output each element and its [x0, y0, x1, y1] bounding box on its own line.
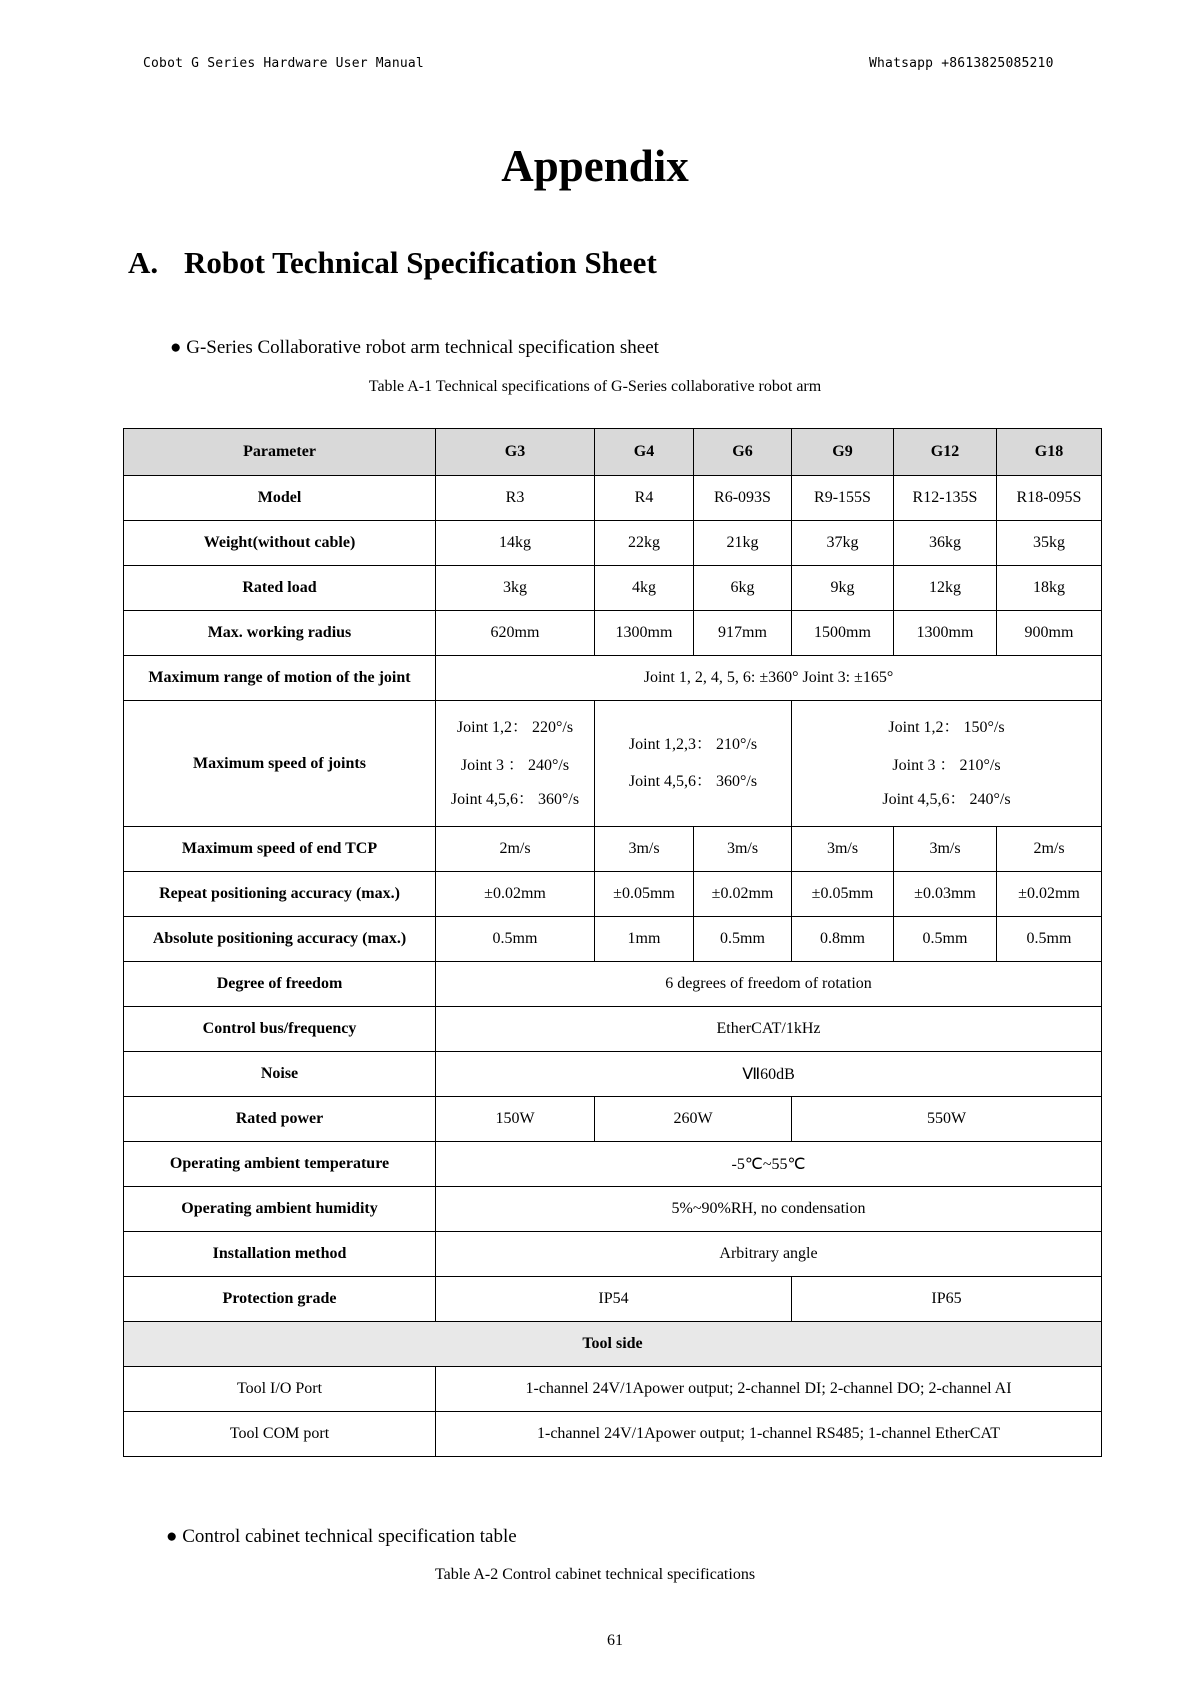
speed-lines [438, 720, 592, 808]
header-cell: Parameter [124, 429, 436, 476]
param-label: Weight(without cable) [124, 521, 436, 566]
value-cell: 0.5mm [997, 917, 1102, 962]
param-label: Rated load [124, 566, 436, 611]
value-cell: R12-135S [894, 476, 997, 521]
param-label: Model [124, 476, 436, 521]
value-cell: 1300mm [595, 611, 694, 656]
table-caption-a2: Table A-2 Control cabinet technical specifications [434, 1566, 756, 1583]
speed-line: Joint 1,2： 220°/s [456, 718, 574, 736]
value-cell: R18-095S [997, 476, 1102, 521]
value-cell: 36kg [894, 521, 997, 566]
param-label: Protection grade [124, 1277, 436, 1322]
table-row [124, 1412, 1102, 1457]
value-cell: 1-channel 24V/1Apower output; 2-channel DI; 2-channel DO; 2-channel AI [436, 1367, 1102, 1412]
value-cell: 3kg [436, 566, 595, 611]
speed-line: Joint 3 ： 240°/s [460, 756, 570, 774]
section-number: A. [128, 245, 159, 280]
speed-lines [794, 720, 1099, 808]
table-row [124, 1187, 1102, 1232]
value-cell: 5%~90%RH, no condensation [436, 1187, 1102, 1232]
header-cell: G9 [792, 429, 894, 476]
value-cell: ±0.02mm [436, 872, 595, 917]
param-label: Rated power [124, 1097, 436, 1142]
value-cell: ±0.02mm [997, 872, 1102, 917]
value-cell: 900mm [997, 611, 1102, 656]
param-label: Repeat positioning accuracy (max.) [124, 872, 436, 917]
table-row [124, 1277, 1102, 1322]
table-row [124, 1367, 1102, 1412]
speed-line: Joint 3 ： 210°/s [892, 756, 1001, 774]
value-cell: 21kg [694, 521, 792, 566]
page-number: 61 [607, 1632, 623, 1649]
value-cell: Arbitrary angle [436, 1232, 1102, 1277]
value-cell: 22kg [595, 521, 694, 566]
value-cell: 3m/s [694, 827, 792, 872]
header-right-text: Whatsapp +8613825085210 [869, 56, 1054, 71]
value-cell: 3m/s [792, 827, 894, 872]
value-cell: 3m/s [595, 827, 694, 872]
value-cell: R6-093S [694, 476, 792, 521]
header-cell: G12 [894, 429, 997, 476]
value-cell: 0.8mm [792, 917, 894, 962]
section-cell-tool-side: Tool side [124, 1322, 1102, 1367]
param-label: Max. working radius [124, 611, 436, 656]
value-cell: R3 [436, 476, 595, 521]
value-cell: Joint 1, 2, 4, 5, 6: ±360° Joint 3: ±165° [436, 656, 1102, 701]
param-label: Noise [124, 1052, 436, 1097]
header-left-text: Cobot G Series Hardware User Manual [143, 56, 424, 71]
speed-lines [597, 737, 789, 790]
table-row [124, 1142, 1102, 1187]
table-row [124, 476, 1102, 521]
value-cell: 1mm [595, 917, 694, 962]
value-cell [595, 701, 792, 827]
value-cell: 1500mm [792, 611, 894, 656]
table-row [124, 872, 1102, 917]
value-cell: 150W [436, 1097, 595, 1142]
table-row [124, 611, 1102, 656]
table-row [124, 656, 1102, 701]
param-label: Degree of freedom [124, 962, 436, 1007]
value-cell: ±0.05mm [792, 872, 894, 917]
table-caption-a1: Table A-1 Technical specifications of G-Series collaborative robot arm [368, 378, 822, 395]
table-row [124, 521, 1102, 566]
speed-line: Joint 4,5,6： 360°/s [450, 790, 580, 808]
value-cell: 18kg [997, 566, 1102, 611]
section-title: Robot Technical Specification Sheet [184, 245, 657, 280]
value-cell: ±0.02mm [694, 872, 792, 917]
param-label: Operating ambient humidity [124, 1187, 436, 1232]
speed-line: Joint 1,2,3： 210°/s [628, 736, 758, 753]
param-label: Tool I/O Port [124, 1367, 436, 1412]
value-cell: EtherCAT/1kHz [436, 1007, 1102, 1052]
value-cell: 1300mm [894, 611, 997, 656]
value-cell: 6kg [694, 566, 792, 611]
header-cell: G4 [595, 429, 694, 476]
param-label: Maximum speed of joints [124, 701, 436, 827]
value-cell: 2m/s [436, 827, 595, 872]
param-label: Maximum speed of end TCP [124, 827, 436, 872]
value-cell: 550W [792, 1097, 1102, 1142]
value-cell: 9kg [792, 566, 894, 611]
bullet-control-cabinet-spec: ● Control cabinet technical specification table [166, 1526, 517, 1547]
section-heading [128, 245, 657, 281]
table-section-row [124, 1322, 1102, 1367]
param-label: Maximum range of motion of the joint [124, 656, 436, 701]
value-cell: 14kg [436, 521, 595, 566]
bullet-robot-arm-spec: ● G-Series Collaborative robot arm technical specification sheet [170, 337, 659, 358]
table-row [124, 962, 1102, 1007]
speed-line: Joint 1,2： 150°/s [888, 718, 1005, 736]
table-row [124, 827, 1102, 872]
header-cell: G3 [436, 429, 595, 476]
value-cell: ±0.05mm [595, 872, 694, 917]
spec-table [123, 428, 1102, 1457]
value-cell: 0.5mm [436, 917, 595, 962]
header-cell: G18 [997, 429, 1102, 476]
value-cell: 620mm [436, 611, 595, 656]
param-label: Tool COM port [124, 1412, 436, 1457]
value-cell: Ⅶ60dB [436, 1052, 1102, 1097]
value-cell: IP65 [792, 1277, 1102, 1322]
value-cell: 917mm [694, 611, 792, 656]
value-cell: 260W [595, 1097, 792, 1142]
value-cell: R4 [595, 476, 694, 521]
value-cell: 1-channel 24V/1Apower output; 1-channel RS485; 1-channel EtherCAT [436, 1412, 1102, 1457]
param-label: Control bus/frequency [124, 1007, 436, 1052]
value-cell: 0.5mm [694, 917, 792, 962]
value-cell: 0.5mm [894, 917, 997, 962]
value-cell: 37kg [792, 521, 894, 566]
value-cell: 2m/s [997, 827, 1102, 872]
value-cell: R9-155S [792, 476, 894, 521]
value-cell [436, 701, 595, 827]
value-cell: 35kg [997, 521, 1102, 566]
table-row [124, 1232, 1102, 1277]
table-header-row [124, 429, 1102, 476]
value-cell: ±0.03mm [894, 872, 997, 917]
table-row [124, 566, 1102, 611]
value-cell: -5℃~55℃ [436, 1142, 1102, 1187]
value-cell: 3m/s [894, 827, 997, 872]
table-row [124, 917, 1102, 962]
page-title: Appendix [501, 141, 689, 191]
table-row [124, 1097, 1102, 1142]
param-label: Operating ambient temperature [124, 1142, 436, 1187]
table-row [124, 701, 1102, 827]
table-row [124, 1052, 1102, 1097]
speed-line: Joint 4,5,6： 360°/s [628, 773, 758, 790]
value-cell: IP54 [436, 1277, 792, 1322]
value-cell [792, 701, 1102, 827]
param-label: Installation method [124, 1232, 436, 1277]
param-label: Absolute positioning accuracy (max.) [124, 917, 436, 962]
table-row [124, 1007, 1102, 1052]
header-cell: G6 [694, 429, 792, 476]
speed-line: Joint 4,5,6： 240°/s [882, 790, 1011, 808]
value-cell: 6 degrees of freedom of rotation [436, 962, 1102, 1007]
value-cell: 4kg [595, 566, 694, 611]
value-cell: 12kg [894, 566, 997, 611]
